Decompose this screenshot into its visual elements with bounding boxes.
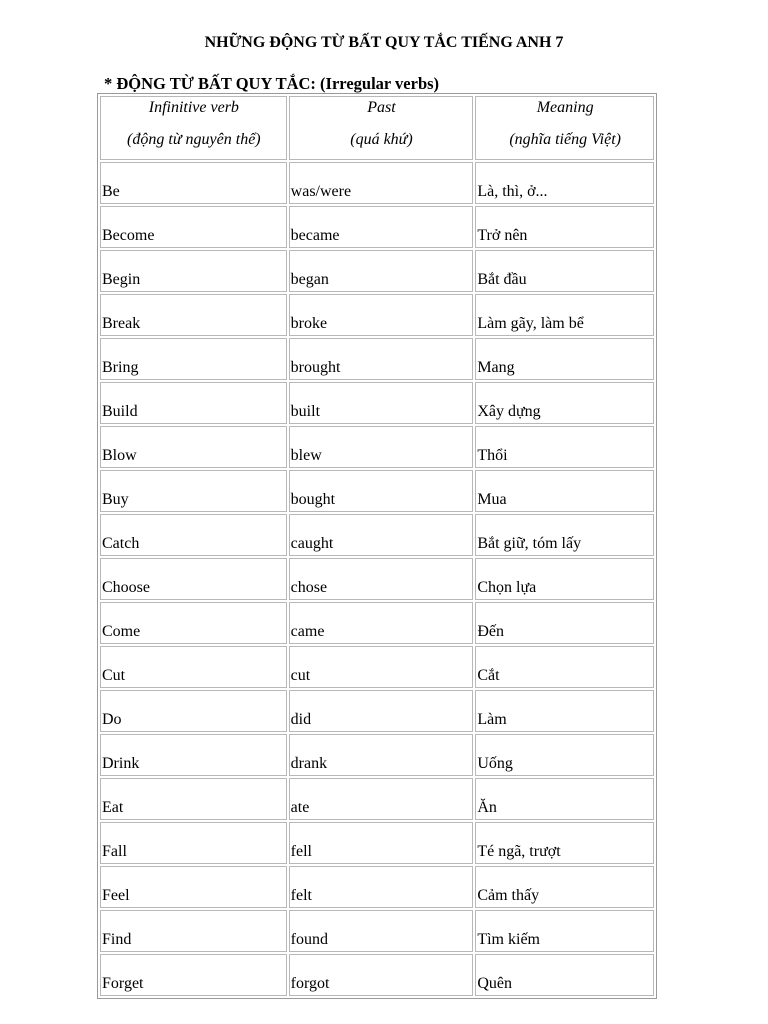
cell-infinitive: Find xyxy=(100,910,287,952)
cell-meaning: Cắt xyxy=(475,646,654,688)
cell-infinitive: Fall xyxy=(100,822,287,864)
cell-infinitive: Come xyxy=(100,602,287,644)
cell-meaning: Mua xyxy=(475,470,654,512)
header-past-vi: (quá khứ) xyxy=(350,131,413,149)
cell-infinitive: Become xyxy=(100,206,287,248)
header-meaning-en: Meaning xyxy=(536,99,594,116)
table-row xyxy=(100,470,654,512)
table-header-row xyxy=(100,96,654,160)
cell-infinitive: Catch xyxy=(100,514,287,556)
cell-meaning: Quên xyxy=(475,954,654,996)
table-row xyxy=(100,646,654,688)
cell-meaning: Té ngã, trượt xyxy=(475,822,654,864)
header-past xyxy=(289,96,474,160)
cell-past: did xyxy=(289,690,474,732)
header-meaning xyxy=(475,96,654,160)
header-past-en: Past xyxy=(367,99,396,116)
cell-meaning: Bắt giữ, tóm lấy xyxy=(475,514,654,556)
header-meaning-vi: (nghĩa tiếng Việt) xyxy=(509,131,621,149)
cell-meaning: Làm xyxy=(475,690,654,732)
table-row xyxy=(100,338,654,380)
cell-past: brought xyxy=(289,338,474,380)
cell-infinitive: Be xyxy=(100,162,287,204)
cell-infinitive: Break xyxy=(100,294,287,336)
cell-infinitive: Bring xyxy=(100,338,287,380)
cell-meaning: Mang xyxy=(475,338,654,380)
irregular-verbs-table xyxy=(97,93,657,999)
header-infinitive-vi: (động từ nguyên thể) xyxy=(127,131,261,149)
table-row xyxy=(100,294,654,336)
cell-meaning: Uống xyxy=(475,734,654,776)
cell-past: began xyxy=(289,250,474,292)
cell-past: bought xyxy=(289,470,474,512)
table-row xyxy=(100,822,654,864)
page-title: NHỮNG ĐỘNG TỪ BẤT QUY TẮC TIẾNG ANH 7 xyxy=(204,34,564,51)
cell-infinitive: Blow xyxy=(100,426,287,468)
table-row xyxy=(100,910,654,952)
cell-infinitive: Begin xyxy=(100,250,287,292)
cell-past: caught xyxy=(289,514,474,556)
table-row xyxy=(100,426,654,468)
table-row xyxy=(100,602,654,644)
cell-infinitive: Eat xyxy=(100,778,287,820)
cell-past: ate xyxy=(289,778,474,820)
cell-meaning: Ăn xyxy=(475,778,654,820)
cell-meaning: Chọn lựa xyxy=(475,558,654,600)
cell-meaning: Xây dựng xyxy=(475,382,654,424)
cell-past: blew xyxy=(289,426,474,468)
cell-meaning: Bắt đầu xyxy=(475,250,654,292)
cell-past: came xyxy=(289,602,474,644)
header-infinitive xyxy=(100,96,287,160)
table-row xyxy=(100,514,654,556)
table-row xyxy=(100,778,654,820)
cell-past: drank xyxy=(289,734,474,776)
cell-infinitive: Cut xyxy=(100,646,287,688)
cell-past: chose xyxy=(289,558,474,600)
cell-meaning: Trở nên xyxy=(475,206,654,248)
table-row xyxy=(100,866,654,908)
cell-past: became xyxy=(289,206,474,248)
cell-past: broke xyxy=(289,294,474,336)
cell-past: felt xyxy=(289,866,474,908)
cell-past: cut xyxy=(289,646,474,688)
cell-infinitive: Feel xyxy=(100,866,287,908)
table-body xyxy=(100,96,654,996)
cell-past: found xyxy=(289,910,474,952)
cell-infinitive: Forget xyxy=(100,954,287,996)
cell-infinitive: Do xyxy=(100,690,287,732)
table-row xyxy=(100,162,654,204)
header-infinitive-en: Infinitive verb xyxy=(148,99,239,116)
cell-past: forgot xyxy=(289,954,474,996)
table-row xyxy=(100,206,654,248)
table-row xyxy=(100,250,654,292)
cell-infinitive: Drink xyxy=(100,734,287,776)
cell-meaning: Cảm thấy xyxy=(475,866,654,908)
cell-past: was/were xyxy=(289,162,474,204)
table-row xyxy=(100,954,654,996)
table-row xyxy=(100,690,654,732)
cell-infinitive: Choose xyxy=(100,558,287,600)
table-row xyxy=(100,382,654,424)
table-row xyxy=(100,558,654,600)
cell-meaning: Tìm kiếm xyxy=(475,910,654,952)
cell-past: fell xyxy=(289,822,474,864)
cell-past: built xyxy=(289,382,474,424)
cell-meaning: Đến xyxy=(475,602,654,644)
cell-infinitive: Buy xyxy=(100,470,287,512)
cell-meaning: Làm gãy, làm bể xyxy=(475,294,654,336)
cell-meaning: Thổi xyxy=(475,426,654,468)
cell-infinitive: Build xyxy=(100,382,287,424)
section-heading: * ĐỘNG TỪ BẤT QUY TẮC: (Irregular verbs) xyxy=(104,74,440,93)
cell-meaning: Là, thì, ở... xyxy=(475,162,654,204)
table-row xyxy=(100,734,654,776)
